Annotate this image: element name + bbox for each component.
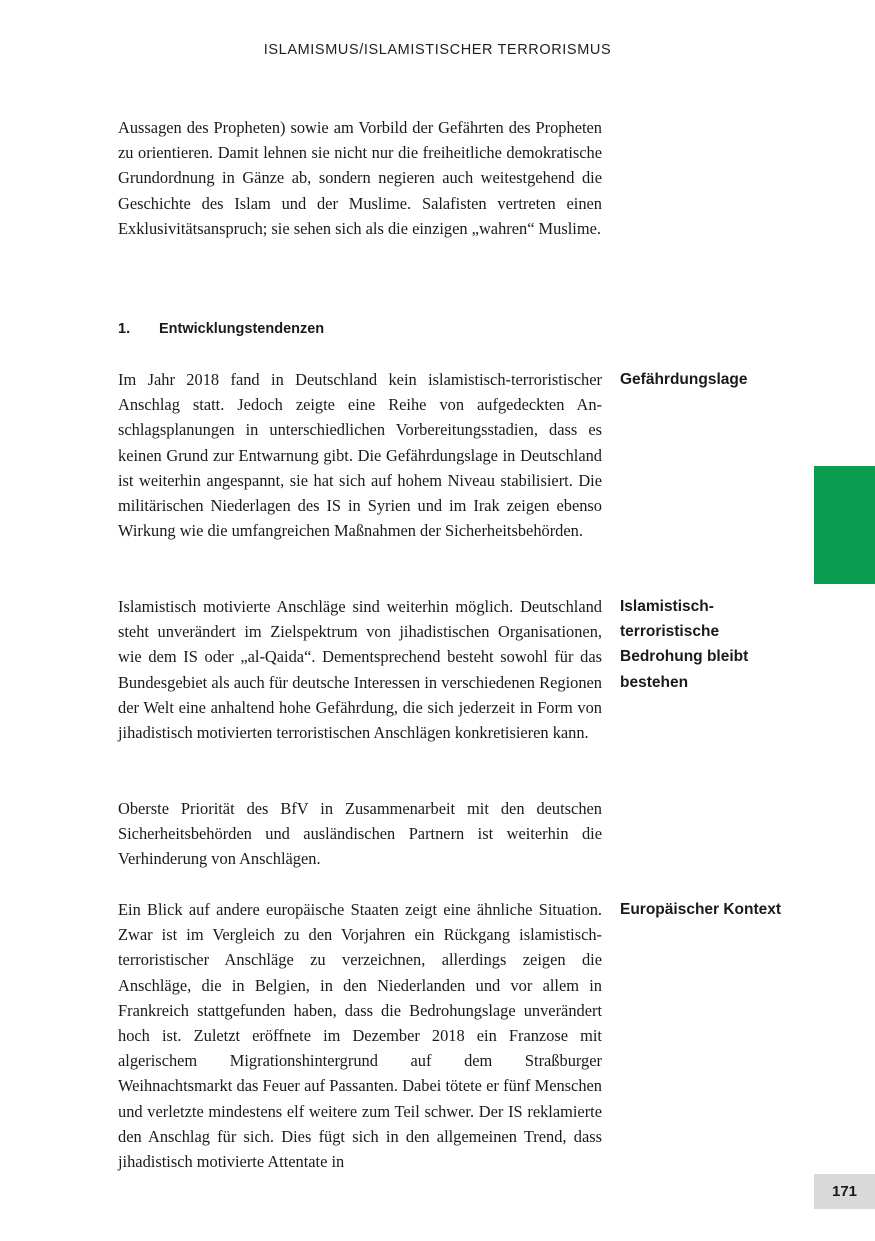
section-heading <box>118 319 324 339</box>
paragraph-salafism-continuation: Aussagen des Propheten) sowie am Vorbild der Gefährten des Propheten zu orientieren. Damit lehnen sie nicht nur die freiheitliche demokratische Grundordnung in Gänze ab, sondern negieren auch weitestgehend die Geschichte des Islam und der Muslime. Salafisten vertreten einen Exklusivitätsanspruch; sie sehen sich als die einzigen „wahren“ Muslime. <box>118 118 602 238</box>
paragraph-bfv-priority: Oberste Priorität des BfV in Zusammenarbeit mit den deutschen Sicherheitsbehörden und ausländischen Partnern ist weiterhin die Verhinderung von Anschlägen. <box>118 799 602 869</box>
page-number: 171 <box>814 1174 875 1209</box>
margin-note-europa: Europäischer Kontext <box>620 901 782 918</box>
running-header: ISLAMISMUS/ISLAMISTISCHER TERRORISMUS <box>263 42 612 58</box>
chapter-tab <box>814 466 875 584</box>
paragraph-islamist-attacks: Islamistisch motivierte Anschläge sind weiterhin möglich. Deutschland steht unverändert im Zielspektrum von jihadistischen Organisationen, wie dem IS oder „al-Qaida“. Dementsprechend besteht sowohl für das Bundesgebiet als auch für deutsche Interessen in verschiedenen Regionen der Welt eine anhaltend hohe Gefährdung, die sich jederzeit in Form von jihadistisch motivierten terroristischen Anschlägen konkretisieren kann. <box>118 597 602 743</box>
paragraph-european-context: Ein Blick auf andere europäische Staaten zeigt eine ähnliche Situation. Zwar ist im Vergleich zu den Vorjahren ein Rückgang islamistisch-terroristischer Anschläge zu verzeichnen, allerdings zeigen die Anschläge, die in Belgien, in den Niederlanden und vor allem in Frankreich stattgefunden haben, dass die Bedrohungslage unverändert hoch ist. Zuletzt eröffnete im Dezember 2018 ein Franzose mit algerischem Migrationshintergrund auf dem Straßburger Weihnachtsmarkt das Feuer auf Passanten. Dabei tötete er fünf Menschen und verletzte mindestens elf weitere zum Teil schwer. Der IS reklamierte den Anschlag für sich. Dies fügt sich in den allgemeinen Trend, dass jihadistisch motivierte Attentate in <box>118 900 602 1172</box>
margin-note-bedrohung: Islamistisch-terroristische Bedrohung bleibt bestehen <box>620 598 749 691</box>
paragraph-threat-situation: Im Jahr 2018 fand in Deutschland kein islamistisch-terroristischer Anschlag statt. Jedoch zeigte eine Reihe von aufgedeckten Anschlagsplanungen in unterschiedlichen Vorbereitungsstadien, dass es keinen Grund zur Entwarnung gibt. Die Gefährdungslage in Deutschland ist weiterhin angespannt, sie hat sich auf hohem Niveau stabilisiert. Die militärischen Niederlagen des IS in Syrien und im Irak zeigen ebenso Wirkung wie die umfangreichen Maßnahmen der Sicherheitsbehörden. <box>118 370 602 541</box>
margin-note-gefaehrdungslage: Gefährdungslage <box>620 371 748 388</box>
section-title: Entwicklungstendenzen <box>159 321 325 337</box>
section-number: 1. <box>118 321 131 337</box>
